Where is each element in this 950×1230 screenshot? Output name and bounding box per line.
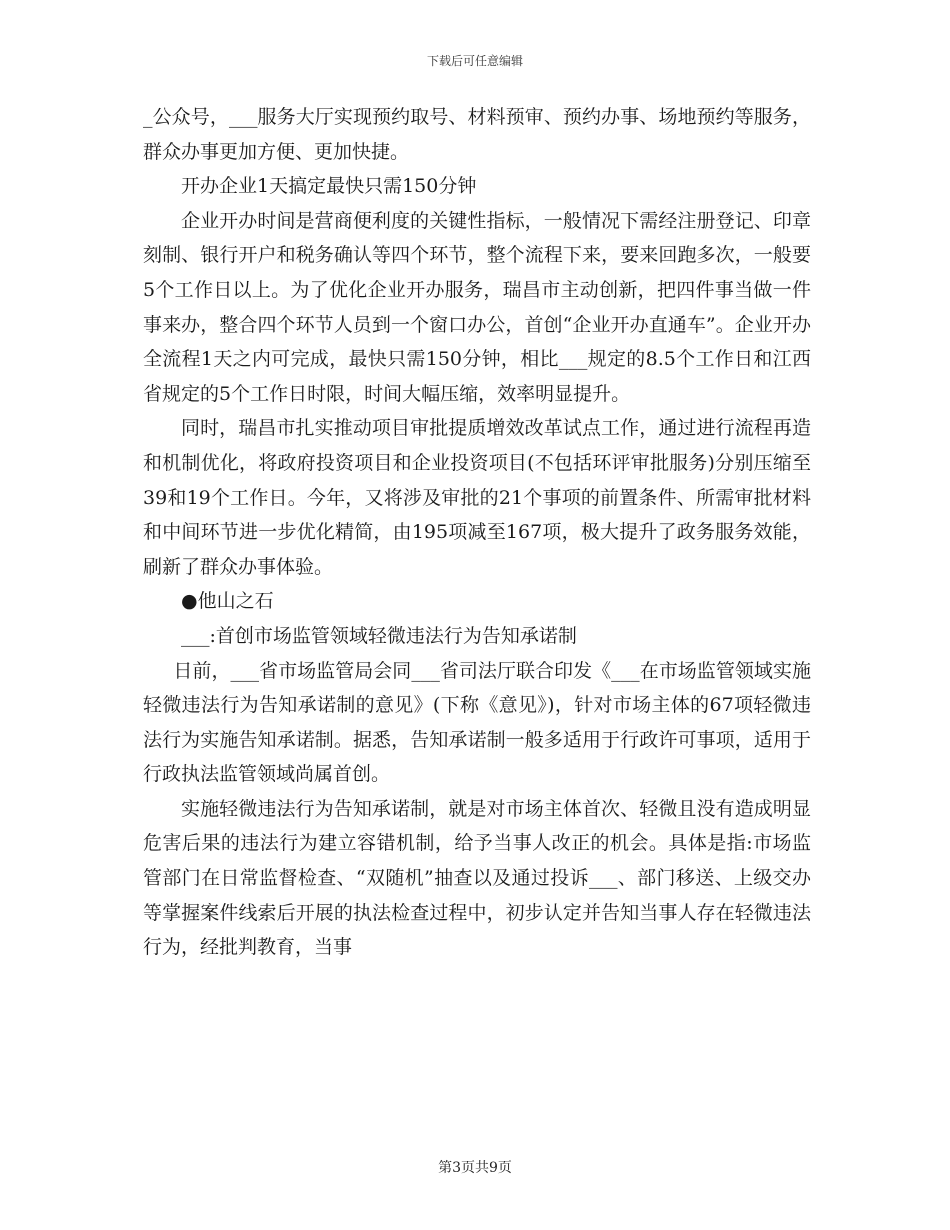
- paragraph: 同时，瑞昌市扎实推动项目审批提质增效改革试点工作，通过进行流程再造和机制优化，将政府投资项目和企业投资项目(不包括环评审批服务)分别压缩至39和19个工作日。今年，又将涉及审批的21个事项的前置条件、所需审批材料和中间环节进一步优化精简，由195项减至167项，极大提升了政务服务效能，刷新了群众办事体验。: [143, 417, 811, 578]
- page-header: 下载后可任意编辑: [426, 54, 523, 68]
- subsection-heading: ___:首创市场监管领域轻微违法行为告知承诺制: [181, 624, 577, 647]
- section-heading: ●他山之石: [181, 590, 274, 613]
- paragraph: 企业开办时间是营商便利度的关键性指标，一般情况下需经注册登记、印章刻制、银行开户和税务确认等四个环节，整个流程下来，要来回跑多次，一般要5个工作日以上。为了优化企业开办服务，瑞昌市主动创新，把四件事当做一件事来办，整合四个环节人员到一个窗口办公，首创“企业开办直通车”。企业开办全流程1天之内可完成，最快只需150分钟，相比___规定的8.5个工作日和江西省规定的5个工作日时限，时间大幅压缩，效率明显提升。: [143, 209, 811, 405]
- section-heading: 开办企业1天搞定最快只需150分钟: [181, 175, 477, 198]
- page-footer: 第3页共9页: [438, 1160, 512, 1176]
- paragraph: 日前，___省市场监管局会同___省司法厅联合印发《___在市场监管领域实施轻微违法行为告知承诺制的意见》(下称《意见》)，针对市场主体的67项轻微违法行为实施告知承诺制。据悉，告知承诺制一般多适用于行政许可事项，适用于行政执法监管领域尚属首创。: [143, 659, 811, 786]
- document-body: [143, 100, 811, 965]
- paragraph-continued: _公众号，___服务大厅实现预约取号、材料预审、预约办事、场地预约等服务，群众办事更加方便、更加快捷。: [143, 106, 811, 163]
- paragraph: 实施轻微违法行为告知承诺制，就是对市场主体首次、轻微且没有造成明显危害后果的违法行为建立容错机制，给予当事人改正的机会。具体是指:市场监管部门在日常监督检查、“双随机”抽查以及通过投诉___、部门移送、上级交办等掌握案件线索后开展的执法检查过程中，初步认定并告知当事人存在轻微违法行为，经批判教育，当事: [143, 797, 811, 959]
